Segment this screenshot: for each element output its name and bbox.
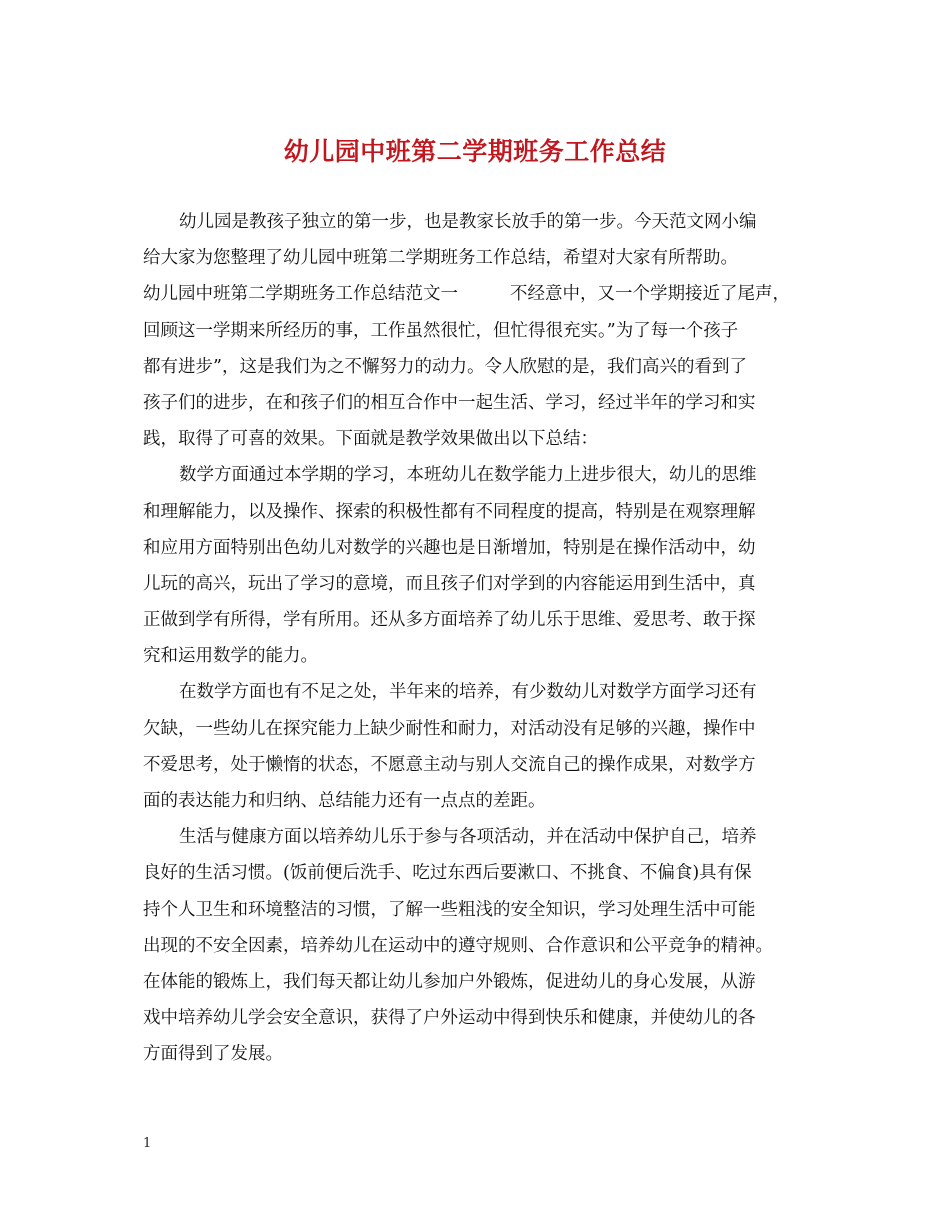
text-line: 正做到学有所得，学有所用。还从多方面培养了幼儿乐于思维、爱思考、敢于探 <box>143 610 756 631</box>
document-title: 幼儿园中班第二学期班务工作总结 <box>283 137 667 166</box>
text-line: 数学方面通过本学期的学习，本班幼儿在数学能力上进步很大，幼儿的思维 <box>179 465 757 486</box>
text-line: 给大家为您整理了幼儿园中班第二学期班务工作总结，希望对大家有所帮助。 <box>143 248 738 269</box>
text-fragment: 不经意中，又一个学期接近了尾声， <box>510 284 790 305</box>
text-line: 究和运用数学的能力。 <box>143 646 318 667</box>
text-line: 孩子们的进步，在和孩子们的相互合作中一起生活、学习，经过半年的学习和实 <box>143 392 756 413</box>
text-line: 都有进步”，这是我们为之不懈努力的动力。令人欣慰的是，我们高兴的看到了 <box>143 356 747 377</box>
text-line: 在数学方面也有不足之处，半年来的培养，有少数幼儿对数学方面学习还有 <box>179 682 757 703</box>
text-line: 回顾这一学期来所经历的事，工作虽然很忙，但忙得很充实。”为了每一个孩子 <box>143 320 739 341</box>
text-line: 面的表达能力和归纳、总结能力还有一点点的差距。 <box>143 791 546 811</box>
text-line: 生活与健康方面以培养幼儿乐于参与各项活动，并在活动中保护自己，培养 <box>179 827 757 848</box>
text-line: 和理解能力，以及操作、探索的积极性都有不同程度的提高，特别是在观察理解 <box>143 501 756 522</box>
text-line-with-subtitle <box>143 276 811 312</box>
example-heading: 幼儿园中班第二学期班务工作总结范文一 <box>143 284 458 305</box>
text-line: 欠缺，一些幼儿在探究能力上缺少耐性和耐力，对活动没有足够的兴趣，操作中 <box>143 718 756 739</box>
text-line: 方面得到了发展。 <box>143 1044 283 1065</box>
text-line: 幼儿园是教孩子独立的第一步，也是教家长放手的第一步。今天范文网小编 <box>179 212 757 232</box>
text-line: 践，取得了可喜的效果。下面就是教学效果做出以下总结： <box>143 429 598 450</box>
text-line: 持个人卫生和环境整洁的习惯，了解一些粗浅的安全知识，学习处理生活中可能 <box>143 899 756 920</box>
page-number: 1 <box>143 1136 152 1151</box>
text-line: 不爱思考，处于懒惰的状态，不愿意主动与别人交流自己的操作成果，对数学方 <box>143 754 756 775</box>
text-line: 儿玩的高兴，玩出了学习的意境，而且孩子们对学到的内容能运用到生活中，真 <box>143 573 756 594</box>
text-line: 在体能的锻炼上，我们每天都让幼儿参加户外锻炼，促进幼儿的身心发展，从游 <box>143 971 756 992</box>
text-line: 戏中培养幼儿学会安全意识，获得了户外运动中得到快乐和健康，并使幼儿的各 <box>143 1008 756 1029</box>
text-line: 良好的生活习惯。(饭前便后洗手、吃过东西后要漱口、不挑食、不偏食)具有保 <box>143 863 752 884</box>
text-line: 和应用方面特别出色幼儿对数学的兴趣也是日渐增加，特别是在操作活动中，幼 <box>143 537 756 558</box>
document-body <box>143 204 811 1073</box>
text-line: 出现的不安全因素，培养幼儿在运动中的遵守规则、合作意识和公平竞争的精神。 <box>143 935 773 956</box>
